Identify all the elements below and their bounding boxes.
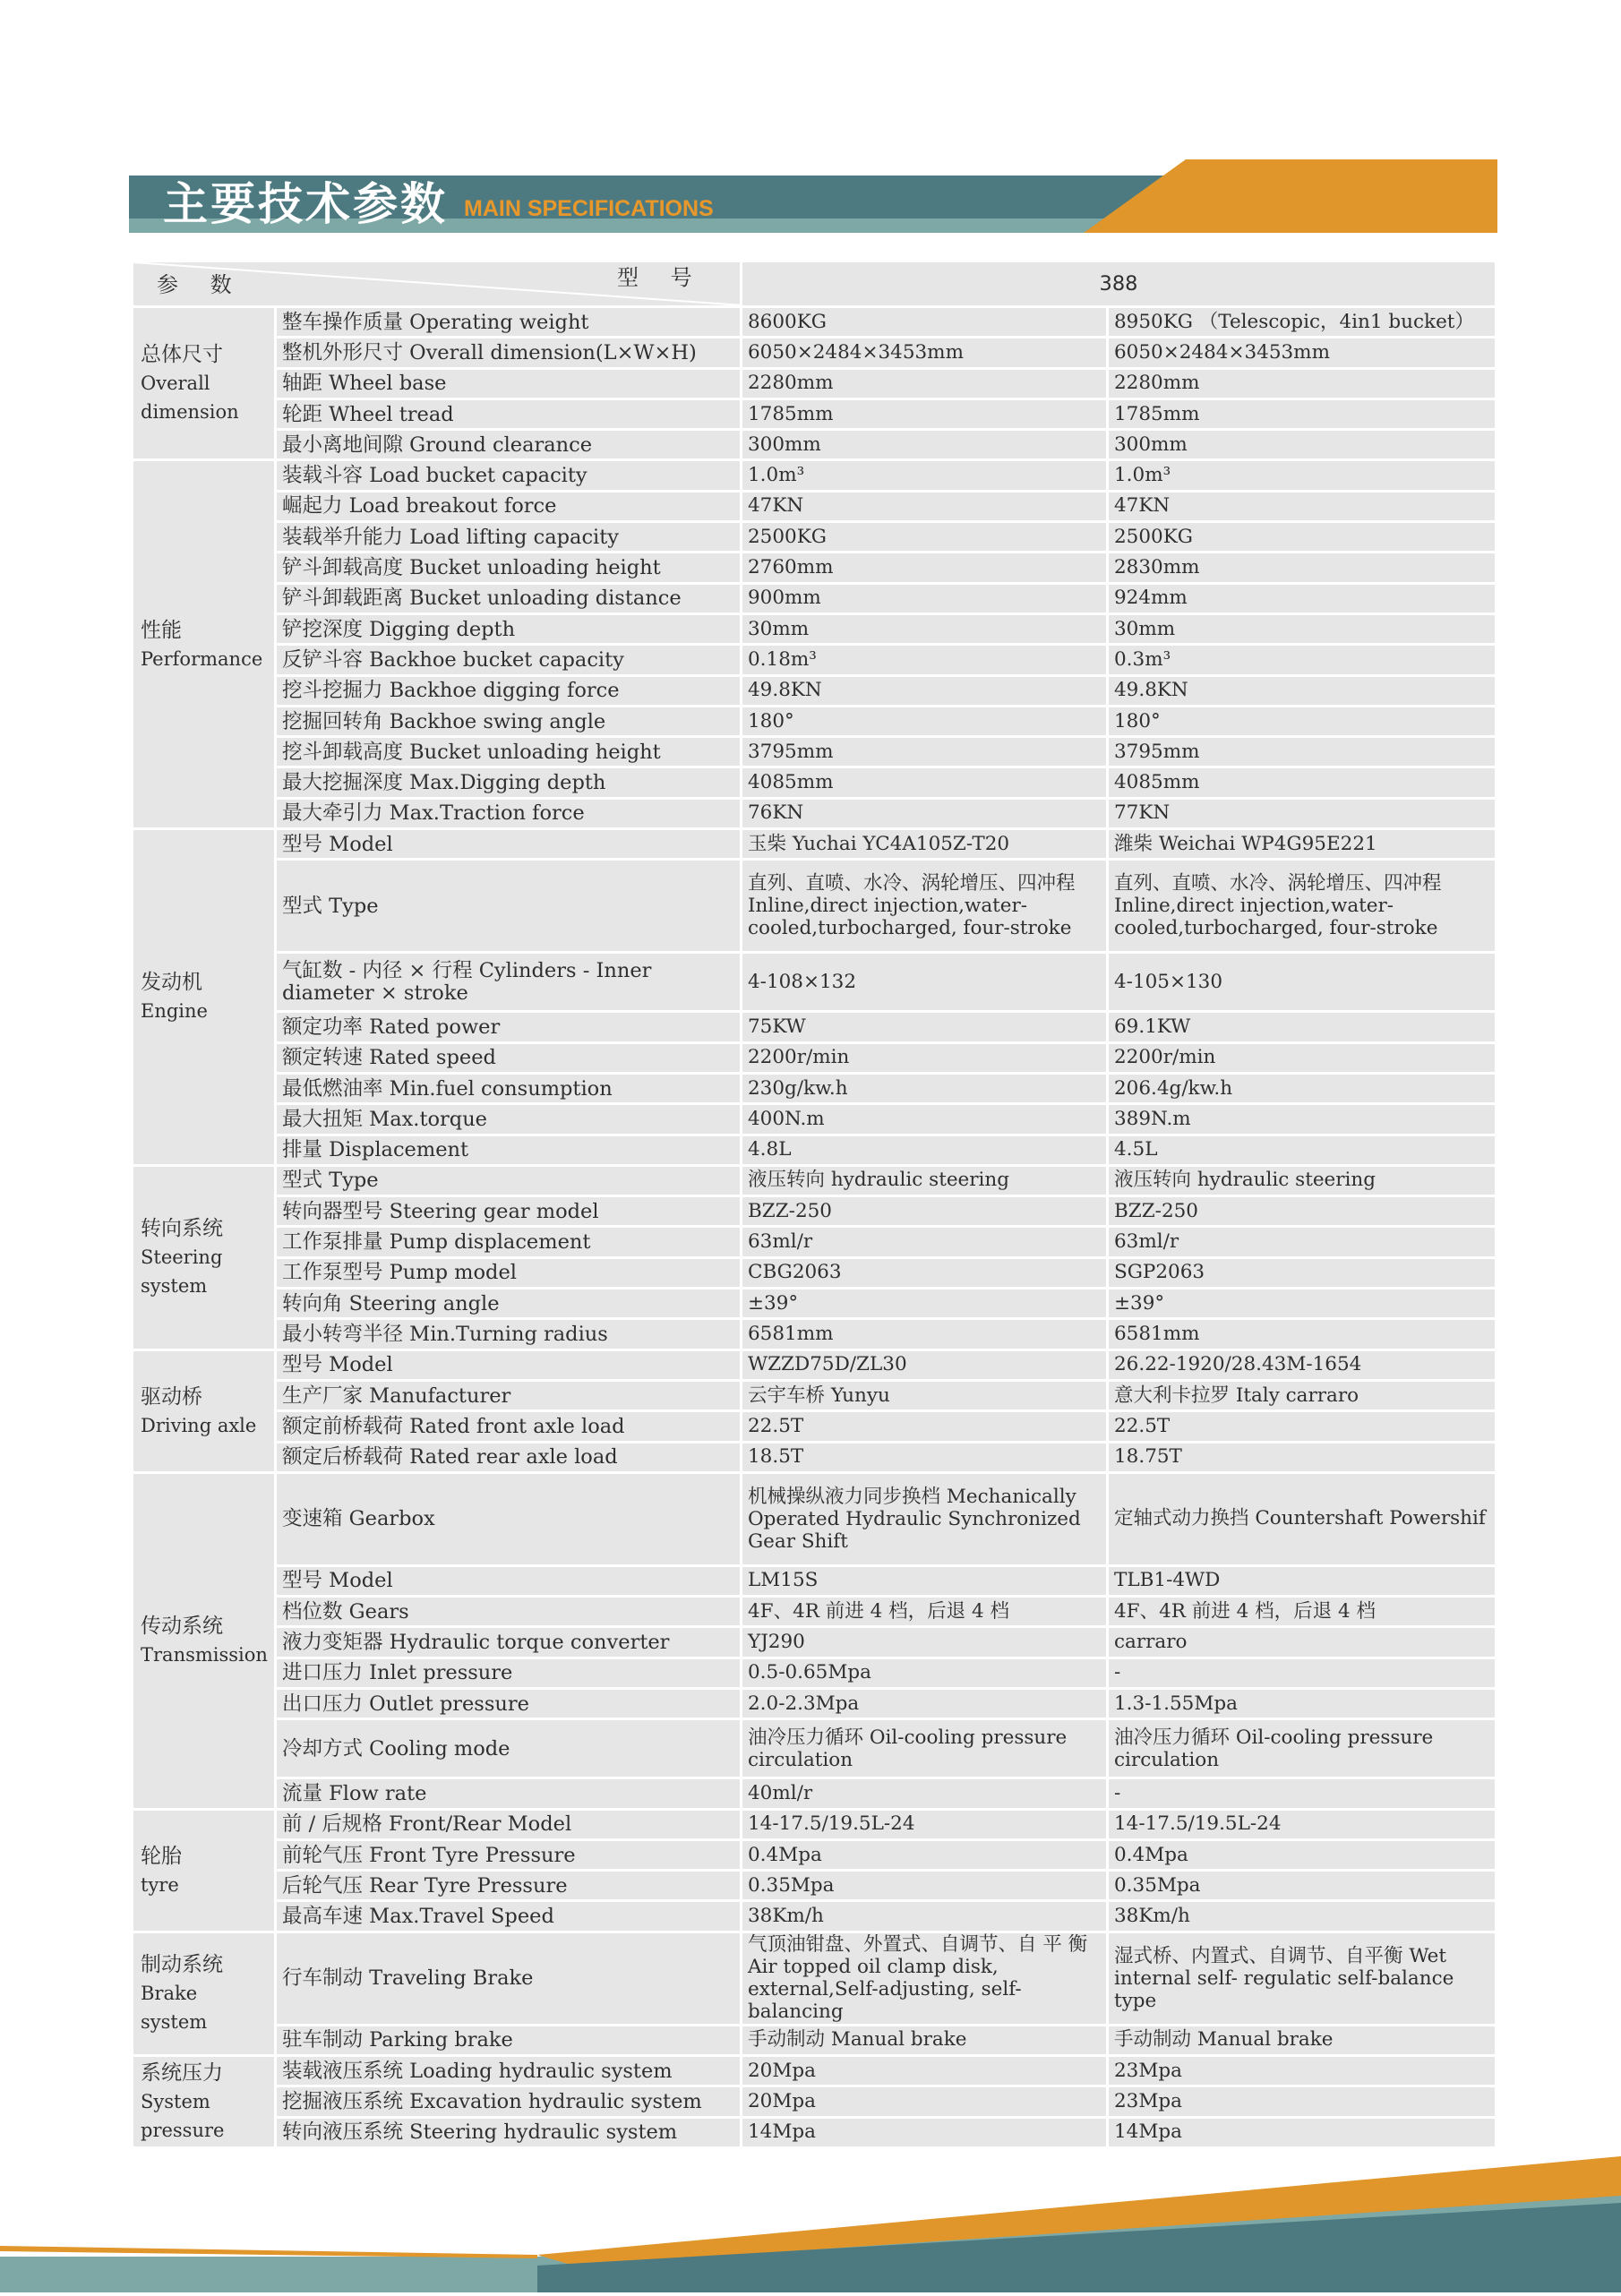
value-cell-a: YJ290 bbox=[742, 1627, 1108, 1658]
param-name-cell: 装载举升能力 Load lifting capacity bbox=[276, 522, 742, 553]
param-name-cell: 崛起力 Load breakout force bbox=[276, 491, 742, 521]
value-cell-b: 2500KG bbox=[1108, 522, 1497, 553]
table-row bbox=[133, 398, 1497, 429]
value-cell-b: 4-105×130 bbox=[1108, 953, 1497, 1012]
category-en: Engine bbox=[141, 1000, 208, 1023]
table-row bbox=[133, 798, 1497, 828]
param-name-cell: 前 / 后规格 Front/Rear Model bbox=[276, 1809, 742, 1839]
category-cell bbox=[133, 1809, 276, 1932]
value-cell-a: BZZ-250 bbox=[742, 1196, 1108, 1227]
page-subtitle: MAIN SPECIFICATIONS bbox=[464, 196, 714, 221]
value-cell-a: 玉柴 Yuchai YC4A105Z-T20 bbox=[742, 829, 1108, 860]
param-name-cell: 型号 Model bbox=[276, 829, 742, 860]
table-row bbox=[133, 1012, 1497, 1042]
category-cell bbox=[133, 2056, 276, 2148]
value-cell-b: 924mm bbox=[1108, 583, 1497, 613]
table-row bbox=[133, 2086, 1497, 2117]
param-name-cell: 最大挖掘深度 Max.Digging depth bbox=[276, 767, 742, 798]
value-cell-b: 8950KG （Telescopic，4in1 bucket） bbox=[1108, 307, 1497, 338]
param-name-cell: 额定前桥载荷 Rated front axle load bbox=[276, 1411, 742, 1442]
param-name-cell: 最大扭矩 Max.torque bbox=[276, 1104, 742, 1135]
value-cell-b: 22.5T bbox=[1108, 1411, 1497, 1442]
value-cell-a: 14Mpa bbox=[742, 2117, 1108, 2147]
value-cell-b: 180° bbox=[1108, 706, 1497, 736]
value-cell-b: 38Km/h bbox=[1108, 1901, 1497, 1932]
category-cn: 系统压力 bbox=[141, 2061, 223, 2085]
value-cell-b: SGP2063 bbox=[1108, 1257, 1497, 1288]
value-cell-a: 直列、直喷、水冷、涡轮增压、四冲程 Inline,direct injection,water-cooled,turbocharged, four-stroke bbox=[742, 860, 1108, 953]
value-cell-a: 气顶油钳盘、外置式、自调节、自 平 衡 Air topped oil clamp disk, external,Self-adjusting, self-balancing bbox=[742, 1932, 1108, 2025]
value-cell-b: 30mm bbox=[1108, 613, 1497, 644]
value-cell-b: 300mm bbox=[1108, 430, 1497, 460]
value-cell-b: 4085mm bbox=[1108, 767, 1497, 798]
value-cell-b: ±39° bbox=[1108, 1289, 1497, 1319]
table-row bbox=[133, 1042, 1497, 1073]
param-name-cell: 挖掘液压系统 Excavation hydraulic system bbox=[276, 2086, 742, 2117]
category-cn: 传动系统 bbox=[141, 1615, 223, 1639]
table-row bbox=[133, 1778, 1497, 1809]
value-cell-a: 机械操纵液力同步换档 Mechanically Operated Hydraulic Synchronized Gear Shift bbox=[742, 1472, 1108, 1565]
value-cell-a: 0.35Mpa bbox=[742, 1871, 1108, 1901]
value-cell-b: 23Mpa bbox=[1108, 2056, 1497, 2086]
value-cell-a: 18.5T bbox=[742, 1442, 1108, 1472]
param-name-cell: 流量 Flow rate bbox=[276, 1778, 742, 1809]
table-row bbox=[133, 1196, 1497, 1227]
value-cell-b: 液压转向 hydraulic steering bbox=[1108, 1165, 1497, 1195]
category-en: Overall dimension bbox=[141, 373, 239, 424]
param-name-cell: 行车制动 Traveling Brake bbox=[276, 1932, 742, 2025]
table-row bbox=[133, 1380, 1497, 1410]
value-cell-b: BZZ-250 bbox=[1108, 1196, 1497, 1227]
table-row bbox=[133, 1901, 1497, 1932]
category-cell bbox=[133, 1165, 276, 1349]
param-name-cell: 挖斗卸载高度 Bucket unloading height bbox=[276, 737, 742, 767]
value-cell-b: 4F、4R 前进 4 档，后退 4 档 bbox=[1108, 1597, 1497, 1627]
value-cell-a: 180° bbox=[742, 706, 1108, 736]
table-row bbox=[133, 675, 1497, 706]
value-cell-b: 潍柴 Weichai WP4G95E221 bbox=[1108, 829, 1497, 860]
value-cell-b: 0.3m³ bbox=[1108, 645, 1497, 675]
param-name-cell: 整车操作质量 Operating weight bbox=[276, 307, 742, 338]
category-en: Transmission bbox=[141, 1644, 268, 1666]
value-cell-b: 手动制动 Manual brake bbox=[1108, 2025, 1497, 2055]
value-cell-a: 4F、4R 前进 4 档，后退 4 档 bbox=[742, 1597, 1108, 1627]
value-cell-b: 油冷压力循环 Oil-cooling pressure circulation bbox=[1108, 1719, 1497, 1778]
value-cell-a: 1785mm bbox=[742, 398, 1108, 429]
value-cell-a: 20Mpa bbox=[742, 2056, 1108, 2086]
table-row bbox=[133, 2025, 1497, 2055]
table-row bbox=[133, 1627, 1497, 1658]
param-name-cell: 后轮气压 Rear Tyre Pressure bbox=[276, 1871, 742, 1901]
value-cell-b: 1.0m³ bbox=[1108, 460, 1497, 491]
specifications-table bbox=[131, 260, 1497, 2149]
value-cell-a: 6581mm bbox=[742, 1319, 1108, 1349]
table-row bbox=[133, 1932, 1497, 2025]
category-cell bbox=[133, 307, 276, 460]
param-name-cell: 额定后桥载荷 Rated rear axle load bbox=[276, 1442, 742, 1472]
table-header-row bbox=[133, 261, 1497, 307]
value-cell-b: 77KN bbox=[1108, 798, 1497, 828]
param-name-cell: 最高车速 Max.Travel Speed bbox=[276, 1901, 742, 1932]
param-name-cell: 额定功率 Rated power bbox=[276, 1012, 742, 1042]
table-row bbox=[133, 1809, 1497, 1839]
table-row bbox=[133, 1104, 1497, 1135]
table-row bbox=[133, 706, 1497, 736]
param-name-cell: 最小离地间隙 Ground clearance bbox=[276, 430, 742, 460]
value-cell-b: 4.5L bbox=[1108, 1135, 1497, 1165]
category-cn: 轮胎 bbox=[141, 1844, 182, 1868]
param-name-cell: 反铲斗容 Backhoe bucket capacity bbox=[276, 645, 742, 675]
value-cell-b: 0.4Mpa bbox=[1108, 1839, 1497, 1870]
table-row bbox=[133, 1472, 1497, 1565]
table-row bbox=[133, 1839, 1497, 1870]
category-en: Steering system bbox=[141, 1247, 223, 1298]
value-cell-a: 0.18m³ bbox=[742, 645, 1108, 675]
value-cell-a: ±39° bbox=[742, 1289, 1108, 1319]
table-row bbox=[133, 460, 1497, 491]
value-cell-b: 26.22-1920/28.43M-1654 bbox=[1108, 1349, 1497, 1380]
value-cell-a: WZZD75D/ZL30 bbox=[742, 1349, 1108, 1380]
table-row bbox=[133, 613, 1497, 644]
value-cell-b: 47KN bbox=[1108, 491, 1497, 521]
value-cell-b: 69.1KW bbox=[1108, 1012, 1497, 1042]
param-name-cell: 进口压力 Inlet pressure bbox=[276, 1658, 742, 1688]
param-name-cell: 最小转弯半径 Min.Turning radius bbox=[276, 1319, 742, 1349]
category-cn: 发动机 bbox=[141, 971, 202, 995]
param-name-cell: 铲斗卸载高度 Bucket unloading height bbox=[276, 553, 742, 583]
value-cell-b: 6581mm bbox=[1108, 1319, 1497, 1349]
category-en: System pressure bbox=[141, 2091, 225, 2141]
value-cell-a: LM15S bbox=[742, 1565, 1108, 1596]
value-cell-a: 47KN bbox=[742, 491, 1108, 521]
param-name-cell: 转向器型号 Steering gear model bbox=[276, 1196, 742, 1227]
value-cell-b: 3795mm bbox=[1108, 737, 1497, 767]
param-name-cell: 出口压力 Outlet pressure bbox=[276, 1688, 742, 1718]
table-row bbox=[133, 860, 1497, 953]
param-name-cell: 最大牵引力 Max.Traction force bbox=[276, 798, 742, 828]
value-cell-b: 14Mpa bbox=[1108, 2117, 1497, 2147]
category-cell bbox=[133, 1349, 276, 1472]
value-cell-b: 6050×2484×3453mm bbox=[1108, 338, 1497, 368]
table-row bbox=[133, 1597, 1497, 1627]
value-cell-a: 8600KG bbox=[742, 307, 1108, 338]
value-cell-a: 油冷压力循环 Oil-cooling pressure circulation bbox=[742, 1719, 1108, 1778]
header-param-label: 参 数 bbox=[157, 272, 244, 297]
value-cell-a: 230g/kw.h bbox=[742, 1073, 1108, 1103]
table-row bbox=[133, 338, 1497, 368]
category-cn: 制动系统 bbox=[141, 1953, 223, 1977]
value-cell-a: 云宇车桥 Yunyu bbox=[742, 1380, 1108, 1410]
category-cell bbox=[133, 1472, 276, 1809]
header-corner-cell bbox=[133, 261, 742, 307]
value-cell-a: 2200r/min bbox=[742, 1042, 1108, 1073]
table-row bbox=[133, 1073, 1497, 1103]
category-cell bbox=[133, 460, 276, 829]
param-name-cell: 转向液压系统 Steering hydraulic system bbox=[276, 2117, 742, 2147]
value-cell-b: 49.8KN bbox=[1108, 675, 1497, 706]
category-en: tyre bbox=[141, 1873, 179, 1896]
table-row bbox=[133, 368, 1497, 398]
value-cell-b: 206.4g/kw.h bbox=[1108, 1073, 1497, 1103]
table-row bbox=[133, 829, 1497, 860]
value-cell-a: 300mm bbox=[742, 430, 1108, 460]
value-cell-b: 2830mm bbox=[1108, 553, 1497, 583]
value-cell-a: 2.0-2.3Mpa bbox=[742, 1688, 1108, 1718]
table-row bbox=[133, 583, 1497, 613]
param-name-cell: 液力变矩器 Hydraulic torque converter bbox=[276, 1627, 742, 1658]
param-name-cell: 型号 Model bbox=[276, 1565, 742, 1596]
value-cell-a: 76KN bbox=[742, 798, 1108, 828]
value-cell-b: 2200r/min bbox=[1108, 1042, 1497, 1073]
value-cell-a: 20Mpa bbox=[742, 2086, 1108, 2117]
param-name-cell: 轮距 Wheel tread bbox=[276, 398, 742, 429]
page-title: 主要技术参数 bbox=[163, 178, 448, 230]
table-row bbox=[133, 1135, 1497, 1165]
value-cell-a: 22.5T bbox=[742, 1411, 1108, 1442]
category-cell bbox=[133, 829, 276, 1166]
param-name-cell: 型式 Type bbox=[276, 1165, 742, 1195]
value-cell-a: 2280mm bbox=[742, 368, 1108, 398]
footer-stripes bbox=[0, 2140, 1621, 2292]
value-cell-a: 4085mm bbox=[742, 767, 1108, 798]
value-cell-b: 1785mm bbox=[1108, 398, 1497, 429]
value-cell-a: 75KW bbox=[742, 1012, 1108, 1042]
table-row bbox=[133, 1165, 1497, 1195]
section-banner bbox=[129, 159, 1497, 233]
header-model-value: 388 bbox=[742, 261, 1497, 307]
value-cell-a: 2760mm bbox=[742, 553, 1108, 583]
category-cn: 驱动桥 bbox=[141, 1384, 202, 1409]
value-cell-b: 1.3-1.55Mpa bbox=[1108, 1688, 1497, 1718]
table-row bbox=[133, 1289, 1497, 1319]
table-row bbox=[133, 737, 1497, 767]
value-cell-a: 6050×2484×3453mm bbox=[742, 338, 1108, 368]
value-cell-b: TLB1-4WD bbox=[1108, 1565, 1497, 1596]
param-name-cell: 铲挖深度 Digging depth bbox=[276, 613, 742, 644]
value-cell-a: 0.5-0.65Mpa bbox=[742, 1658, 1108, 1688]
value-cell-b: 定轴式动力换挡 Countershaft Powershif bbox=[1108, 1472, 1497, 1565]
param-name-cell: 转向角 Steering angle bbox=[276, 1289, 742, 1319]
param-name-cell: 挖斗挖掘力 Backhoe digging force bbox=[276, 675, 742, 706]
value-cell-a: 4-108×132 bbox=[742, 953, 1108, 1012]
category-cn: 转向系统 bbox=[141, 1217, 223, 1241]
param-name-cell: 生产厂家 Manufacturer bbox=[276, 1380, 742, 1410]
table-row bbox=[133, 645, 1497, 675]
category-en: Performance bbox=[141, 647, 263, 670]
table-row bbox=[133, 1871, 1497, 1901]
table-row bbox=[133, 553, 1497, 583]
value-cell-b: carraro bbox=[1108, 1627, 1497, 1658]
value-cell-a: 49.8KN bbox=[742, 675, 1108, 706]
param-name-cell: 驻车制动 Parking brake bbox=[276, 2025, 742, 2055]
table-row bbox=[133, 1349, 1497, 1380]
value-cell-a: 1.0m³ bbox=[742, 460, 1108, 491]
param-name-cell: 额定转速 Rated speed bbox=[276, 1042, 742, 1073]
value-cell-b: 389N.m bbox=[1108, 1104, 1497, 1135]
category-en: Brake system bbox=[141, 1983, 208, 2034]
value-cell-b: 23Mpa bbox=[1108, 2086, 1497, 2117]
value-cell-a: CBG2063 bbox=[742, 1257, 1108, 1288]
value-cell-a: 30mm bbox=[742, 613, 1108, 644]
value-cell-a: 14-17.5/19.5L-24 bbox=[742, 1809, 1108, 1839]
param-name-cell: 最低燃油率 Min.fuel consumption bbox=[276, 1073, 742, 1103]
table-row bbox=[133, 767, 1497, 798]
param-name-cell: 轴距 Wheel base bbox=[276, 368, 742, 398]
param-name-cell: 铲斗卸载距离 Bucket unloading distance bbox=[276, 583, 742, 613]
value-cell-b: 直列、直喷、水冷、涡轮增压、四冲程 Inline,direct injection,water-cooled,turbocharged, four-stroke bbox=[1108, 860, 1497, 953]
category-cn: 性能 bbox=[141, 618, 182, 642]
param-name-cell: 型号 Model bbox=[276, 1349, 742, 1380]
value-cell-a: 3795mm bbox=[742, 737, 1108, 767]
param-name-cell: 工作泵型号 Pump model bbox=[276, 1257, 742, 1288]
value-cell-b: - bbox=[1108, 1658, 1497, 1688]
value-cell-a: 0.4Mpa bbox=[742, 1839, 1108, 1870]
param-name-cell: 气缸数 - 内径 × 行程 Cylinders - Inner diameter × stroke bbox=[276, 953, 742, 1012]
value-cell-a: 400N.m bbox=[742, 1104, 1108, 1135]
param-name-cell: 挖掘回转角 Backhoe swing angle bbox=[276, 706, 742, 736]
value-cell-a: 2500KG bbox=[742, 522, 1108, 553]
param-name-cell: 排量 Displacement bbox=[276, 1135, 742, 1165]
table-row bbox=[133, 430, 1497, 460]
param-name-cell: 装载斗容 Load bucket capacity bbox=[276, 460, 742, 491]
category-cell bbox=[133, 1932, 276, 2055]
value-cell-a: 63ml/r bbox=[742, 1227, 1108, 1257]
table-row bbox=[133, 1719, 1497, 1778]
footer-shapes bbox=[0, 2140, 1621, 2292]
param-name-cell: 档位数 Gears bbox=[276, 1597, 742, 1627]
value-cell-b: 2280mm bbox=[1108, 368, 1497, 398]
value-cell-a: 900mm bbox=[742, 583, 1108, 613]
value-cell-a: 38Km/h bbox=[742, 1901, 1108, 1932]
value-cell-b: 意大利卡拉罗 Italy carraro bbox=[1108, 1380, 1497, 1410]
table-row bbox=[133, 1319, 1497, 1349]
table-row bbox=[133, 1688, 1497, 1718]
table-row bbox=[133, 491, 1497, 521]
table-row bbox=[133, 1257, 1497, 1288]
param-name-cell: 前轮气压 Front Tyre Pressure bbox=[276, 1839, 742, 1870]
value-cell-a: 手动制动 Manual brake bbox=[742, 2025, 1108, 2055]
table-row bbox=[133, 1442, 1497, 1472]
param-name-cell: 冷却方式 Cooling mode bbox=[276, 1719, 742, 1778]
table-row bbox=[133, 1227, 1497, 1257]
table-row bbox=[133, 953, 1497, 1012]
value-cell-b: 63ml/r bbox=[1108, 1227, 1497, 1257]
category-en: Driving axle bbox=[141, 1414, 257, 1436]
value-cell-a: 4.8L bbox=[742, 1135, 1108, 1165]
param-name-cell: 型式 Type bbox=[276, 860, 742, 953]
value-cell-b: 14-17.5/19.5L-24 bbox=[1108, 1809, 1497, 1839]
param-name-cell: 装载液压系统 Loading hydraulic system bbox=[276, 2056, 742, 2086]
param-name-cell: 工作泵排量 Pump displacement bbox=[276, 1227, 742, 1257]
param-name-cell: 变速箱 Gearbox bbox=[276, 1472, 742, 1565]
table-row bbox=[133, 522, 1497, 553]
value-cell-a: 40ml/r bbox=[742, 1778, 1108, 1809]
table-row bbox=[133, 1658, 1497, 1688]
value-cell-b: 0.35Mpa bbox=[1108, 1871, 1497, 1901]
param-name-cell: 整机外形尺寸 Overall dimension(L×W×H) bbox=[276, 338, 742, 368]
table-row bbox=[133, 307, 1497, 338]
value-cell-a: 液压转向 hydraulic steering bbox=[742, 1165, 1108, 1195]
value-cell-b: - bbox=[1108, 1778, 1497, 1809]
table-row bbox=[133, 2056, 1497, 2086]
category-cn: 总体尺寸 bbox=[141, 343, 223, 367]
value-cell-b: 湿式桥、内置式、自调节、自平衡 Wet internal self- regulatic self-balance type bbox=[1108, 1932, 1497, 2025]
table-row bbox=[133, 1565, 1497, 1596]
value-cell-b: 18.75T bbox=[1108, 1442, 1497, 1472]
table-row bbox=[133, 1411, 1497, 1442]
header-model-label: 型 号 bbox=[617, 265, 705, 290]
